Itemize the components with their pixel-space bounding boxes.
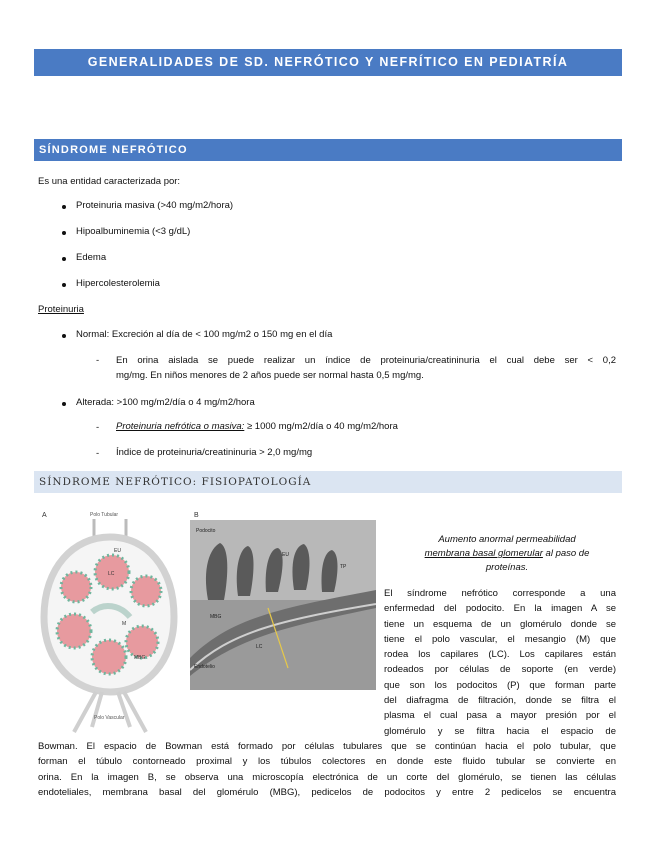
figure-label: TP <box>340 564 347 570</box>
bullet-icon <box>62 205 66 209</box>
intro-text: Es una entidad caracterizada por: <box>38 176 181 187</box>
figure-label: LC <box>108 571 115 577</box>
text-line: rodeados por células de soporte (en verde) <box>384 664 616 676</box>
text-line: orina. En la imagen B, se observa una microscopía electrónica de un corte del glomérulo, se tienen las células <box>38 771 616 783</box>
bullet-icon <box>62 402 66 406</box>
caption-rest: al paso de <box>542 548 590 559</box>
figure-b-micrograph <box>190 508 376 690</box>
section-heading-nefrotico: SÍNDROME NEFRÓTICO <box>34 139 622 161</box>
figure-label: Podocito <box>196 528 216 534</box>
list-item: Hipercolesterolemia <box>76 278 160 289</box>
figure-label: EU <box>114 548 121 554</box>
dash-marker: - <box>96 355 100 366</box>
figure-label: EU <box>282 552 289 558</box>
proteinuria-label: Proteinuria <box>38 304 84 315</box>
capillary-shape <box>92 640 126 674</box>
text-line: El síndrome nefrótico corresponde a una <box>384 588 616 599</box>
altered-text: Alterada: >100 mg/m2/día o 4 mg/m2/hora <box>76 397 255 408</box>
right-paragraph <box>384 586 616 739</box>
dash-marker: - <box>96 448 100 459</box>
altered-sub1-label: Proteinuria nefrótica o masiva: <box>116 421 245 432</box>
altered-sub2: Índice de proteinuria/creatininuria > 2,0 mg/mg <box>116 447 313 458</box>
capillary-shape <box>57 614 91 648</box>
section-heading-fisiopatologia: SÍNDROME NEFRÓTICO: FISIOPATOLOGÍA <box>34 471 622 493</box>
figure-letter: A <box>42 512 47 519</box>
list-item: Edema <box>76 252 107 263</box>
bullet-icon <box>62 257 66 261</box>
figure-label: MBG <box>134 655 146 661</box>
text-line: rodea los capilares (LC). Los capilares están <box>384 649 616 661</box>
figure-label: Polo Vascular <box>94 715 125 721</box>
normal-text: Normal: Excreción al día de < 100 mg/m2 o 150 mg en el día <box>76 329 333 340</box>
capillary-shape <box>61 572 91 602</box>
text-line: endoteliales, membrana basal del glomérulo (MBG), pedicelos de podocitos y entre 2 pedicelos se encuentra <box>38 786 616 798</box>
altered-sub1 <box>116 420 398 434</box>
figure-label: MBG <box>210 614 222 620</box>
list-item: Proteinuria masiva (>40 mg/m2/hora) <box>76 200 234 211</box>
bullet-icon <box>62 231 66 235</box>
caption-line: proteínas. <box>485 562 529 573</box>
bullet-icon <box>62 283 66 287</box>
document-title: GENERALIDADES DE SD. NEFRÓTICO Y NEFRÍTICO EN PEDIATRÍA <box>34 49 622 76</box>
text-line: tiene un esquema de un glomérulo donde se <box>384 618 616 630</box>
capillary-shape <box>126 626 158 658</box>
figure-caption <box>384 533 630 575</box>
text-line: forman el túbulo contorneado proximal y los túbulos colectores en donde este fluido tubular se convierte en <box>38 756 616 768</box>
figure-label: M <box>122 621 127 627</box>
figure-label: LC <box>256 644 263 650</box>
caption-underlined: membrana basal glomerular <box>424 548 543 559</box>
text-line: del diafragma de filtración, donde se filtra el <box>384 695 616 707</box>
text-line: glomérulo y se filtra hacia el espacio de <box>384 725 616 737</box>
caption-line <box>384 547 630 561</box>
capillary-shape <box>131 576 161 606</box>
figure-label: Polo Tubular <box>90 512 119 518</box>
text-line: mg/mg. En niños menores de 2 años puede ser normal hasta 0,5 mg/mg. <box>116 370 424 381</box>
caption-line: Aumento anormal permeabilidad <box>438 534 576 545</box>
text-line: plasma el cual pasa a mayor presión por el <box>384 710 616 722</box>
normal-sub-paragraph <box>116 353 616 383</box>
text-line: Bowman. El espacio de Bowman está formado por células tubulares que se continúan hacia el polo tubular, que <box>38 741 616 752</box>
list-item: Hipoalbuminemia (<3 g/dL) <box>76 226 191 237</box>
full-width-paragraph <box>38 739 616 800</box>
text-line: tiene el polo vascular, el mesangio (M) que <box>384 633 616 645</box>
figure-a-glomerulus <box>34 507 184 737</box>
text-line: que son los podocitos (P) que forman parte <box>384 679 616 691</box>
dash-marker: - <box>96 422 100 433</box>
text-line: enfermedad del podocito. En la imagen A se <box>384 603 616 615</box>
figure-letter: B <box>194 512 199 519</box>
bullet-icon <box>62 334 66 338</box>
altered-sub1-value: ≥ 1000 mg/m2/día o 40 mg/m2/hora <box>246 421 398 432</box>
text-line: En orina aislada se puede realizar un índice de proteinuria/creatininuria el cual debe ser < 0,2 <box>116 355 616 366</box>
figure-label: Endotelio <box>194 664 215 670</box>
